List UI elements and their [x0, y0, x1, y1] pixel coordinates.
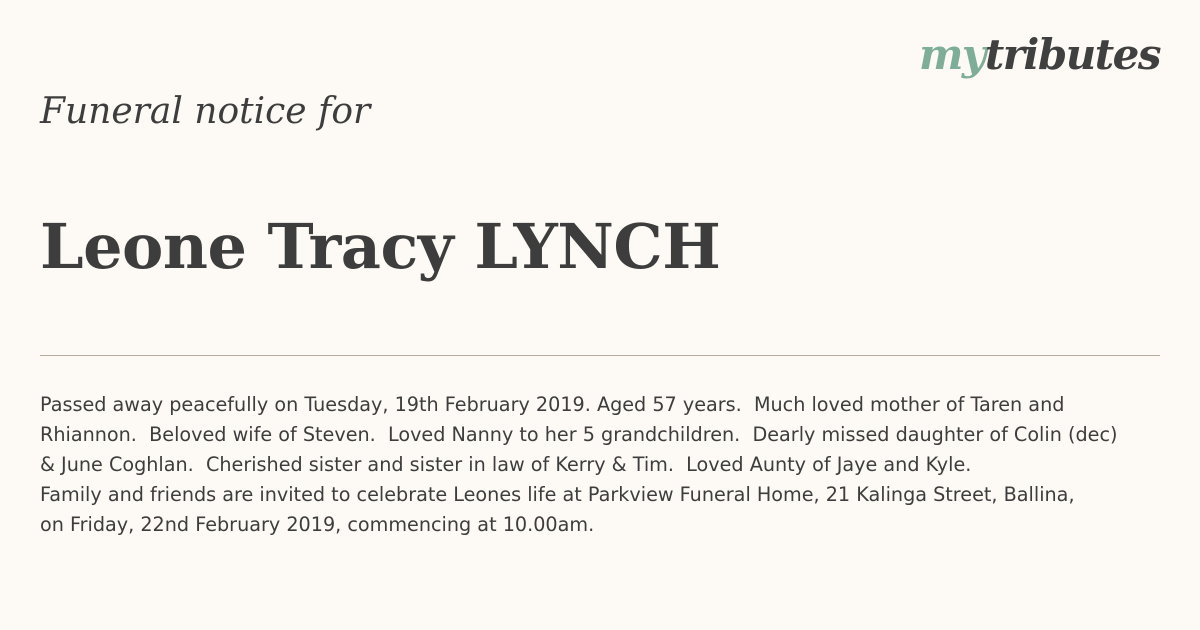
notice-line: on Friday, 22nd February 2019, commencing at 10.00am. [40, 513, 595, 536]
mytributes-logo[interactable] [918, 30, 1160, 79]
notice-subtitle: Funeral notice for [40, 91, 371, 132]
notice-body [40, 390, 1160, 540]
notice-line: Passed away peacefully on Tuesday, 19th February 2019. Aged 57 years. Much loved mother of Taren and [40, 393, 1065, 416]
notice-line: & June Coghlan. Cherished sister and sister in law of Kerry & Tim. Loved Aunty of Jaye and Kyle. [40, 453, 972, 476]
section-divider [40, 355, 1160, 356]
deceased-name: Leone Tracy LYNCH [40, 210, 721, 283]
logo-tributes-text: tributes [984, 30, 1160, 79]
notice-line: Family and friends are invited to celebrate Leones life at Parkview Funeral Home, 21 Kalinga Street, Ballina, [40, 483, 1075, 506]
notice-line: Rhiannon. Beloved wife of Steven. Loved Nanny to her 5 grandchildren. Dearly missed daughter of Colin (dec) [40, 423, 1118, 446]
logo-my-text: my [918, 30, 985, 79]
